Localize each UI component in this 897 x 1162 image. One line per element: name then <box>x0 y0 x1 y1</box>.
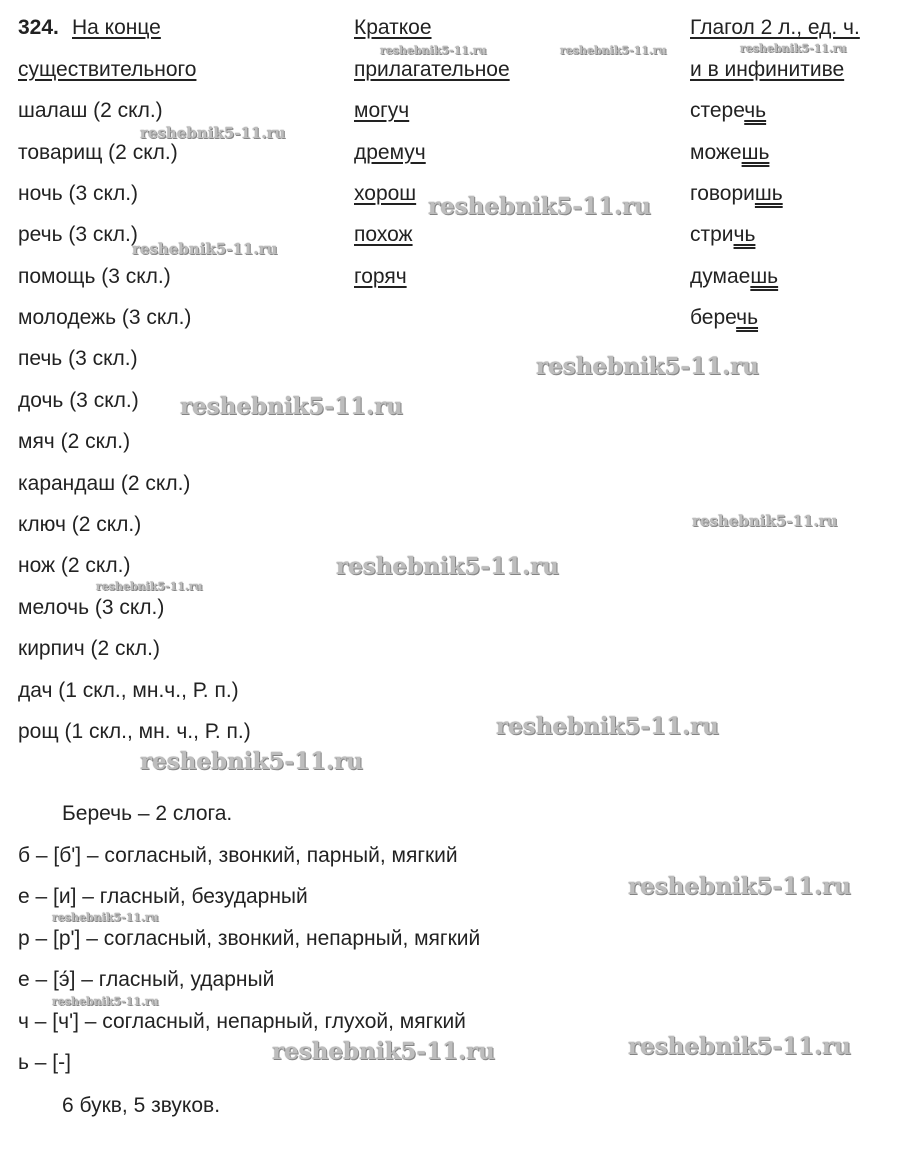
column-header-verb-line1: Глагол 2 л., ед. ч. <box>690 16 860 39</box>
verb-stem: говори <box>690 182 755 205</box>
watermark: reshebnik5-11.ru <box>180 393 403 420</box>
verb-stem: стере <box>690 99 745 122</box>
watermark: reshebnik5-11.ru <box>336 553 559 580</box>
verb-ending: шь <box>741 141 770 164</box>
adjective-item: хорош <box>354 182 417 205</box>
analysis-line: е – [и] – гласный, безударный <box>18 885 308 908</box>
analysis-line: е – [э́] – гласный, ударный <box>18 968 275 991</box>
watermark: reshebnik5-11.ru <box>628 1033 851 1060</box>
column-header-adjective-line1: Краткое <box>354 16 432 39</box>
noun-item: дочь (3 скл.) <box>18 389 139 412</box>
verb-stem: думае <box>690 265 751 288</box>
noun-item: ключ (2 скл.) <box>18 513 142 536</box>
noun-item: карандаш (2 скл.) <box>18 472 191 495</box>
verb-item <box>690 264 778 290</box>
watermark: reshebnik5-11.ru <box>628 873 851 900</box>
watermark: reshebnik5-11.ru <box>496 713 719 740</box>
verb-stem: може <box>690 141 742 164</box>
watermark: reshebnik5-11.ru <box>140 748 363 775</box>
adjective-item: дремуч <box>354 141 426 164</box>
analysis-title: Беречь – 2 слога. <box>62 802 233 825</box>
analysis-line: ч – [ч'] – согласный, непарный, глухой, мягкий <box>18 1010 466 1033</box>
watermark: reshebnik5-11.ru <box>692 512 838 530</box>
verb-item <box>690 98 766 124</box>
watermark: reshebnik5-11.ru <box>272 1038 495 1065</box>
noun-item: мяч (2 скл.) <box>18 430 131 453</box>
verb-stem: бере <box>690 306 737 329</box>
noun-item: помощь (3 скл.) <box>18 265 171 288</box>
verb-ending: чь <box>736 306 759 329</box>
noun-item: печь (3 скл.) <box>18 347 138 370</box>
column-header-adjective-line2: прилагательное <box>354 58 510 81</box>
noun-item: молодежь (3 скл.) <box>18 306 192 329</box>
noun-item: кирпич (2 скл.) <box>18 637 160 660</box>
column-header-verb-line2: и в инфинитиве <box>690 58 845 81</box>
watermark: reshebnik5-11.ru <box>132 240 278 258</box>
adjective-item: могуч <box>354 99 410 122</box>
analysis-line: ь – [-] <box>18 1051 71 1074</box>
noun-item: мелочь (3 скл.) <box>18 596 165 619</box>
column-header-noun-line2: существительного <box>18 58 197 81</box>
watermark: reshebnik5-11.ru <box>536 353 759 380</box>
noun-item: товарищ (2 скл.) <box>18 141 178 164</box>
noun-item: шалаш (2 скл.) <box>18 99 163 122</box>
verb-stem: стри <box>690 223 734 246</box>
verb-ending: чь <box>733 223 756 246</box>
noun-item: рощ (1 скл., мн. ч., Р. п.) <box>18 720 251 743</box>
verb-item <box>690 181 783 207</box>
watermark: reshebnik5-11.ru <box>428 193 651 220</box>
watermark: reshebnik5-11.ru <box>740 42 847 55</box>
column-header-noun-line1: На конце <box>72 16 161 39</box>
exercise-number: 324. <box>18 16 59 39</box>
watermark: reshebnik5-11.ru <box>560 44 667 57</box>
analysis-line: б – [б'] – согласный, звонкий, парный, мягкий <box>18 844 458 867</box>
noun-item: дач (1 скл., мн.ч., Р. п.) <box>18 679 239 702</box>
analysis-line: р – [р'] – согласный, звонкий, непарный, мягкий <box>18 927 481 950</box>
verb-item <box>690 222 755 248</box>
noun-item: речь (3 скл.) <box>18 223 138 246</box>
adjective-item: горяч <box>354 265 407 288</box>
noun-item: нож (2 скл.) <box>18 554 131 577</box>
analysis-summary: 6 букв, 5 звуков. <box>62 1094 221 1117</box>
watermark: reshebnik5-11.ru <box>140 124 286 142</box>
verb-item <box>690 140 769 166</box>
verb-item <box>690 305 758 331</box>
watermark: reshebnik5-11.ru <box>380 44 487 57</box>
watermark: reshebnik5-11.ru <box>96 580 203 593</box>
verb-ending: чь <box>744 99 767 122</box>
watermark: reshebnik5-11.ru <box>52 911 159 924</box>
noun-item: ночь (3 скл.) <box>18 182 139 205</box>
verb-ending: шь <box>754 182 783 205</box>
verb-ending: шь <box>750 265 779 288</box>
adjective-item: похож <box>354 223 413 246</box>
watermark: reshebnik5-11.ru <box>52 995 159 1008</box>
